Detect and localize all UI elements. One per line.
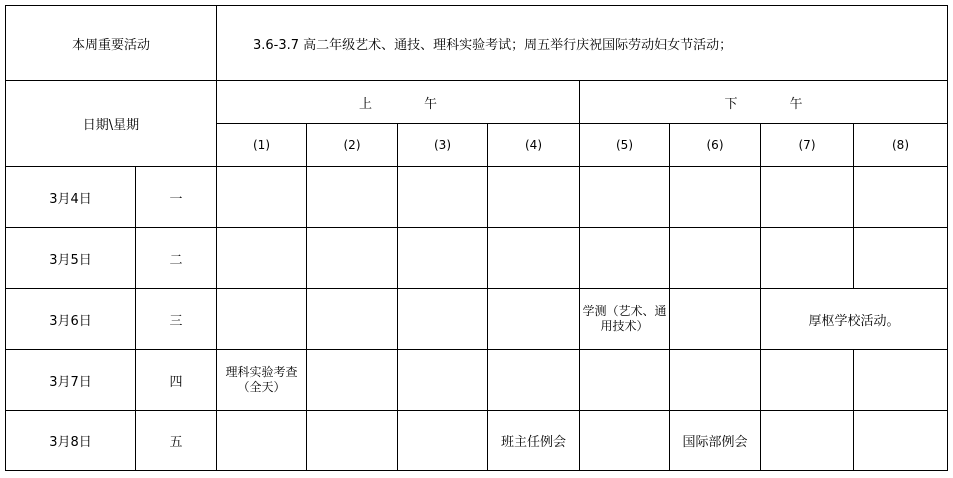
date-cell: 3月6日 [6,289,136,350]
schedule-cell [761,228,854,289]
morning-header [217,81,580,124]
schedule-cell-head-teacher-meeting: 班主任例会 [488,411,580,471]
schedule-cell [398,167,488,228]
schedule-cell [670,228,761,289]
schedule-cell [217,167,307,228]
period-header: (2) [307,124,398,167]
period-header: (7) [761,124,854,167]
date-cell: 3月5日 [6,228,136,289]
schedule-cell-academic-test: 学测（艺术、通用技术） [580,289,670,350]
schedule-cell [307,350,398,411]
table-row [6,167,948,228]
schedule-cell [761,350,854,411]
schedule-cell [580,411,670,471]
activities-label: 本周重要活动 [6,6,217,81]
schedule-cell [217,228,307,289]
afternoon-header [580,81,948,124]
schedule-cell-science-exam: 理科实验考查（全天） [217,350,307,411]
schedule-cell [488,289,580,350]
afternoon-header-char-2: 午 [789,96,803,112]
schedule-cell [488,167,580,228]
schedule-cell [398,289,488,350]
schedule-cell [580,167,670,228]
date-cell: 3月7日 [6,350,136,411]
schedule-cell-international-dept-meeting: 国际部例会 [670,411,761,471]
morning-header-char-2: 午 [424,96,438,112]
date-cell: 3月4日 [6,167,136,228]
period-header: (3) [398,124,488,167]
weekday-cell: 一 [136,167,217,228]
schedule-cell [670,350,761,411]
schedule-cell [670,167,761,228]
schedule-cell [488,350,580,411]
schedule-cell [670,289,761,350]
table-row [6,289,948,350]
schedule-cell [307,411,398,471]
schedule-cell [307,228,398,289]
schedule-cell [217,289,307,350]
weekday-cell: 三 [136,289,217,350]
schedule-cell [761,411,854,471]
schedule-cell [217,411,307,471]
table-row [6,411,948,471]
table-row [6,228,948,289]
schedule-cell [488,228,580,289]
table-row [6,350,948,411]
morning-header-char-1: 上 [358,96,372,112]
period-header: (4) [488,124,580,167]
half-day-header-row [6,81,948,124]
schedule-cell [398,350,488,411]
period-header: (1) [217,124,307,167]
weekday-cell: 五 [136,411,217,471]
weekly-schedule-table [5,5,948,471]
activities-text: 3.6-3.7 高二年级艺术、通技、理科实验考试；周五举行庆祝国际劳动妇女节活动； [217,6,948,81]
schedule-cell [307,289,398,350]
date-cell: 3月8日 [6,411,136,471]
schedule-cell [580,350,670,411]
schedule-cell [854,228,948,289]
schedule-cell-school-activity: 厚枢学校活动。 [761,289,948,350]
schedule-cell [398,228,488,289]
date-day-header: 日期\星期 [6,81,217,167]
period-header: (5) [580,124,670,167]
schedule-cell [854,411,948,471]
schedule-cell [854,350,948,411]
weekday-cell: 四 [136,350,217,411]
schedule-cell [580,228,670,289]
activities-row [6,6,948,81]
schedule-cell [854,167,948,228]
weekday-cell: 二 [136,228,217,289]
period-header: (6) [670,124,761,167]
schedule-cell [398,411,488,471]
schedule-cell [761,167,854,228]
period-header: (8) [854,124,948,167]
afternoon-header-char-1: 下 [724,96,738,112]
schedule-cell [307,167,398,228]
